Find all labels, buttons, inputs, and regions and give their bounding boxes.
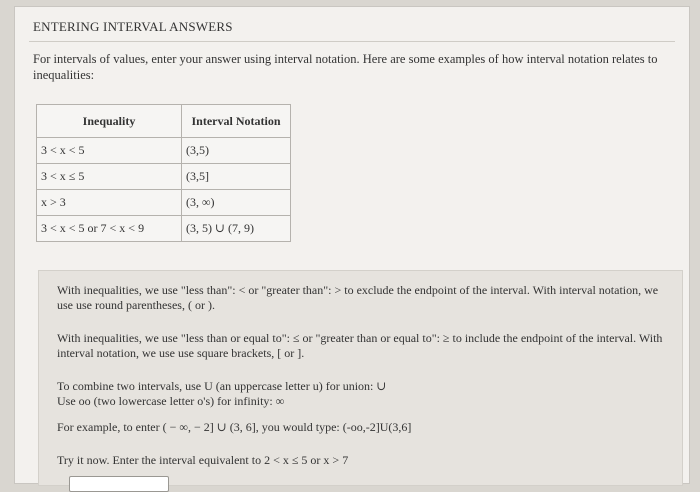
inequality-cell: 3 < x ≤ 5	[37, 164, 182, 190]
answer-input[interactable]	[69, 476, 169, 492]
column-header-inequality: Inequality	[37, 105, 182, 138]
example-text: For example, to enter ( − ∞, − 2] ∪ (3, 6], you would type: (-oo,-2]U(3,6]	[57, 420, 412, 434]
inequality-cell: 3 < x < 5	[37, 138, 182, 164]
include-endpoint-text: With inequalities, we use "less than or equal to": ≤ or "greater than or equal to": ≥ to include the endpoint of the interval. With interval notation, we use use square brackets, [ or ].	[57, 331, 663, 360]
interval-notation-cell: (3, 5) ∪ (7, 9)	[182, 216, 291, 242]
interval-notation-cell: (3,5]	[182, 164, 291, 190]
inequality-cell: x > 3	[37, 190, 182, 216]
instructions-box	[38, 270, 683, 486]
infinity-instruction-text: Use oo (two lowercase letter o's) for infinity: ∞	[57, 394, 285, 408]
interval-examples-table	[36, 104, 291, 242]
page-title: ENTERING INTERVAL ANSWERS	[33, 19, 233, 34]
table-row	[37, 164, 291, 190]
question-panel	[14, 6, 690, 484]
header-divider	[29, 41, 675, 42]
union-instruction-text: To combine two intervals, use U (an uppercase letter u) for union: ∪	[57, 379, 387, 393]
intro-text: For intervals of values, enter your answer using interval notation. Here are some examples of how interval notation relates to inequalities:	[33, 52, 658, 82]
table-row	[37, 216, 291, 242]
table-row	[37, 190, 291, 216]
column-header-interval-notation: Interval Notation	[182, 105, 291, 138]
interval-notation-cell: (3, ∞)	[182, 190, 291, 216]
exclude-endpoint-text: With inequalities, we use "less than": < or "greater than": > to exclude the endpoint of the interval. With interval notation, we use use round parentheses, ( or ).	[57, 283, 659, 312]
try-it-prompt: Try it now. Enter the interval equivalent to 2 < x ≤ 5 or x > 7	[57, 453, 349, 467]
table-row	[37, 138, 291, 164]
interval-notation-cell: (3,5)	[182, 138, 291, 164]
table-header-row	[37, 105, 291, 138]
inequality-cell: 3 < x < 5 or 7 < x < 9	[37, 216, 182, 242]
